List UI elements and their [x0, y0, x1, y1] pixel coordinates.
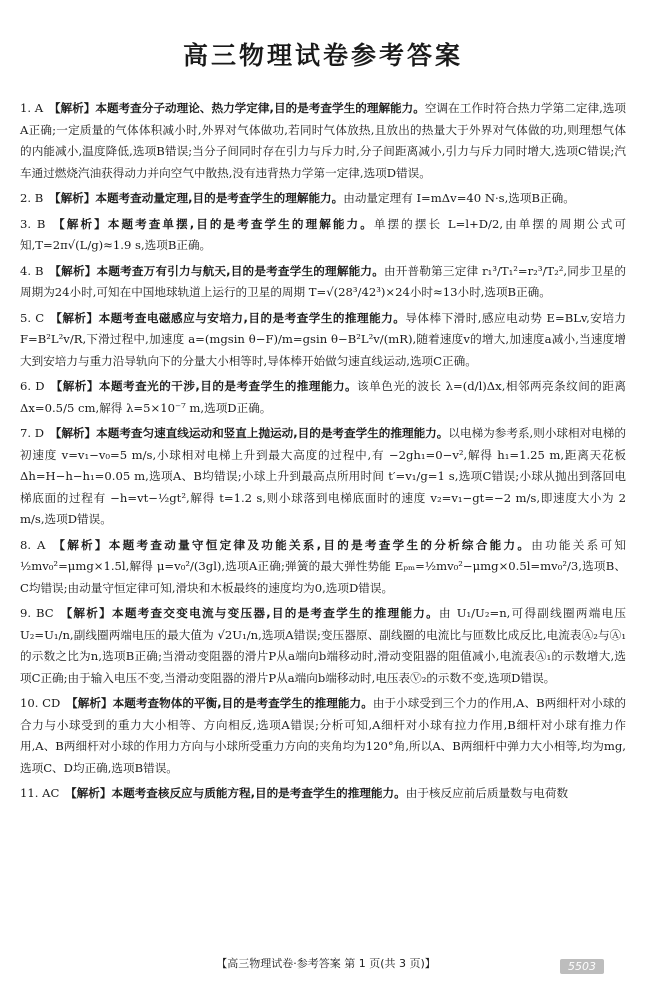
item-objective: 本题考查动量守恒定律及功能关系,目的是考查学生的分析综合能力。 [108, 537, 532, 552]
item-number: 6. [20, 379, 32, 393]
item-explanation: 由于小球受到三个力的作用,A、B两细杆对小球的合力与小球受到的重力大小相等、方向相反,选项A错误;分析可知,A细杆对小球有拉力作用,B细杆对小球有推力作用,A、B两细杆对小球的作用力方向与小球所受重力方向的夹角均为120°角,所以A、B两细杆中弹力大小相等,均为mg,选项C、D均正确,选项B错误。 [20, 696, 626, 775]
item-explanation: 空调在工作时符合热力学第二定律,选项A正确;一定质量的气体体积减小时,外界对气体做功,若同时气体放热,且放出的热量大于外界对气体做的功,则理想气体的内能减小,温度降低,选项B错误;当分子间同时存在引力与斥力时,分子间距离减小,引力与斥力同时增大,选项C错误;汽车通过燃烧汽油获得动力并向空气中散热,没有违背热力学第一定律,选项D错误。 [20, 101, 627, 180]
item-explanation: 由动量定理有 I=mΔv=40 N·s,选项B正确。 [343, 191, 575, 205]
item-objective: 本题考查光的干涉,目的是考查学生的推理能力。 [98, 379, 358, 393]
item-objective: 本题考查物体的平衡,目的是考查学生的推理能力。 [112, 696, 373, 710]
item-number: 7. [20, 426, 32, 440]
item-explanation: 该单色光的波长 λ=(d/l)Δx,相邻两亮条纹间的距离 Δx=0.5/5 cm,解得 λ=5×10⁻⁷ m,选项D正确。 [20, 379, 627, 415]
item-answer: D [35, 379, 45, 393]
answer-item [20, 261, 626, 304]
item-explanation: 由开普勒第三定律 r₁³/T₁²=r₂³/T₂²,同步卫星的周期为24小时,可知在中国地球轨道上运行的卫星的周期 T=√(28³/42³)×24小时≈13小时,选项B正确。 [20, 263, 627, 299]
item-number: 9. [20, 606, 32, 620]
item-answer: AC [42, 786, 60, 800]
item-explanation: 导体棒下滑时,感应电动势 E=BLv,安培力 F=B²L²v/R,下滑过程中,加速度 a=(mgsin θ−F)/m=gsin θ−B²L²v/(mR),随着速度v的增大,加速度a减小,当速度增大到安培力与重力沿导轨向下的分量大小相等时,导体棒开始做匀速直线运动,选项C正确。 [20, 310, 626, 368]
answer-item [20, 188, 626, 210]
analysis-tag: 【解析】 [48, 101, 96, 115]
item-number: 11. [20, 786, 39, 800]
item-number: 5. [20, 310, 32, 325]
analysis-tag: 【解析】 [49, 263, 97, 278]
item-objective: 本题考查动量定理,目的是考查学生的理解能力。 [95, 191, 344, 205]
item-answer: B [34, 191, 44, 205]
item-answer: C [35, 310, 45, 325]
item-number: 1. [20, 101, 32, 115]
item-number: 3. [20, 216, 32, 231]
item-objective: 本题考查核反应与质能方程,目的是考查学生的推理能力。 [111, 786, 406, 800]
analysis-tag: 【解析】 [60, 606, 112, 620]
item-number: 10. [20, 696, 39, 710]
item-answer: B [34, 263, 44, 278]
answer-item [20, 423, 626, 531]
document-code: 5503 [560, 959, 604, 974]
item-explanation: 由功能关系可知 ½mv₀²=μmg×1.5l,解得 μ=v₀²/(3gl),选项A正确;弹簧的最大弹性势能 Eₚₘ=½mv₀²−μmg×0.5l=mv₀²/3,选项B、C均错误;由动量守恒定律可知,滑块和木板最终的速度均为0,选项D错误。 [20, 537, 626, 595]
item-number: 4. [20, 263, 32, 278]
analysis-tag: 【解析】 [49, 426, 97, 440]
analysis-tag: 【解析】 [48, 191, 96, 205]
item-objective: 本题考查匀速直线运动和竖直上抛运动,目的是考查学生的推理能力。 [96, 426, 449, 440]
item-explanation: 由于核反应前后质量数与电荷数 [405, 786, 569, 800]
answer-item [20, 308, 626, 373]
item-explanation: 以电梯为参考系,则小球相对电梯的初速度 v=v₁−v₀=5 m/s,小球相对电梯上升到最大高度的过程中,有 −2gh₁=0−v²,解得 h₁=1.25 m,距离天花板 Δh=H−h−h₁=0.05 m,选项A、B均错误;小球上升到最高点所用时间 t′=v₁/g=1 s,选项C错误;小球从抛出到落回电梯底面的过程有 −h=vt−½gt²,解得 t=1.2 s,则小球落到电梯底面时的速度 v₂=v₁−gt=−2 m/s,即速度大小为 2 m/s,选项D错误。 [20, 426, 626, 526]
item-answer: A [37, 537, 46, 552]
answer-item [20, 603, 626, 689]
item-answer: B [36, 216, 46, 231]
page-footer: 【高三物理试卷·参考答案 第 1 页(共 3 页)】 [216, 957, 436, 970]
page-title: 高三物理试卷参考答案 [182, 41, 463, 70]
item-objective: 本题考查万有引力与航天,目的是考查学生的理解能力。 [96, 263, 384, 278]
analysis-tag: 【解析】 [65, 786, 112, 800]
item-number: 2. [20, 191, 32, 205]
item-objective: 本题考查电磁感应与安培力,目的是考查学生的推理能力。 [98, 310, 406, 325]
analysis-tag: 【解析】 [53, 537, 109, 552]
answer-item [20, 535, 626, 600]
item-number: 8. [20, 537, 32, 552]
item-answer: BC [36, 606, 54, 620]
analysis-tag: 【解析】 [66, 696, 113, 710]
analysis-tag: 【解析】 [53, 216, 108, 231]
answer-item [20, 783, 626, 805]
item-answer: CD [42, 696, 61, 710]
item-objective: 本题考查分子动理论、热力学定律,目的是考查学生的理解能力。 [95, 101, 425, 115]
item-answer: D [34, 426, 45, 440]
item-explanation: 由 U₁/U₂=n,可得副线圈两端电压 U₂=U₁/n,副线圈两端电压的最大值为 √2U₁/n,选项A错误;变压器原、副线圈的电流比与匝数比成反比,电流表Ⓐ₂与Ⓐ₁的示数之比为n,选项B正确;当滑动变阻器的滑片P从a端向b端移动时,滑动变阻器的阻值减小,电流表Ⓐ₁的示数增大,选项C正确;由于输入电压不变,当滑动变阻器的滑片P从a端向b端移动时,电压表Ⓥ₂的示数不变,选项D错误。 [20, 606, 627, 685]
answer-item [20, 214, 626, 257]
answer-item [20, 376, 626, 419]
answer-item [20, 98, 626, 184]
analysis-tag: 【解析】 [50, 379, 99, 393]
item-explanation: 单摆的摆长 L=l+D/2,由单摆的周期公式可知,T=2π√(L/g)≈1.9 s,选项B正确。 [20, 216, 626, 252]
analysis-tag: 【解析】 [50, 310, 99, 325]
answer-list [20, 98, 626, 805]
item-objective: 本题考查交变电流与变压器,目的是考查学生的推理能力。 [111, 606, 439, 620]
answer-item [20, 693, 626, 779]
item-objective: 本题考查单摆,目的是考查学生的理解能力。 [107, 216, 374, 231]
item-answer: A [34, 101, 44, 115]
